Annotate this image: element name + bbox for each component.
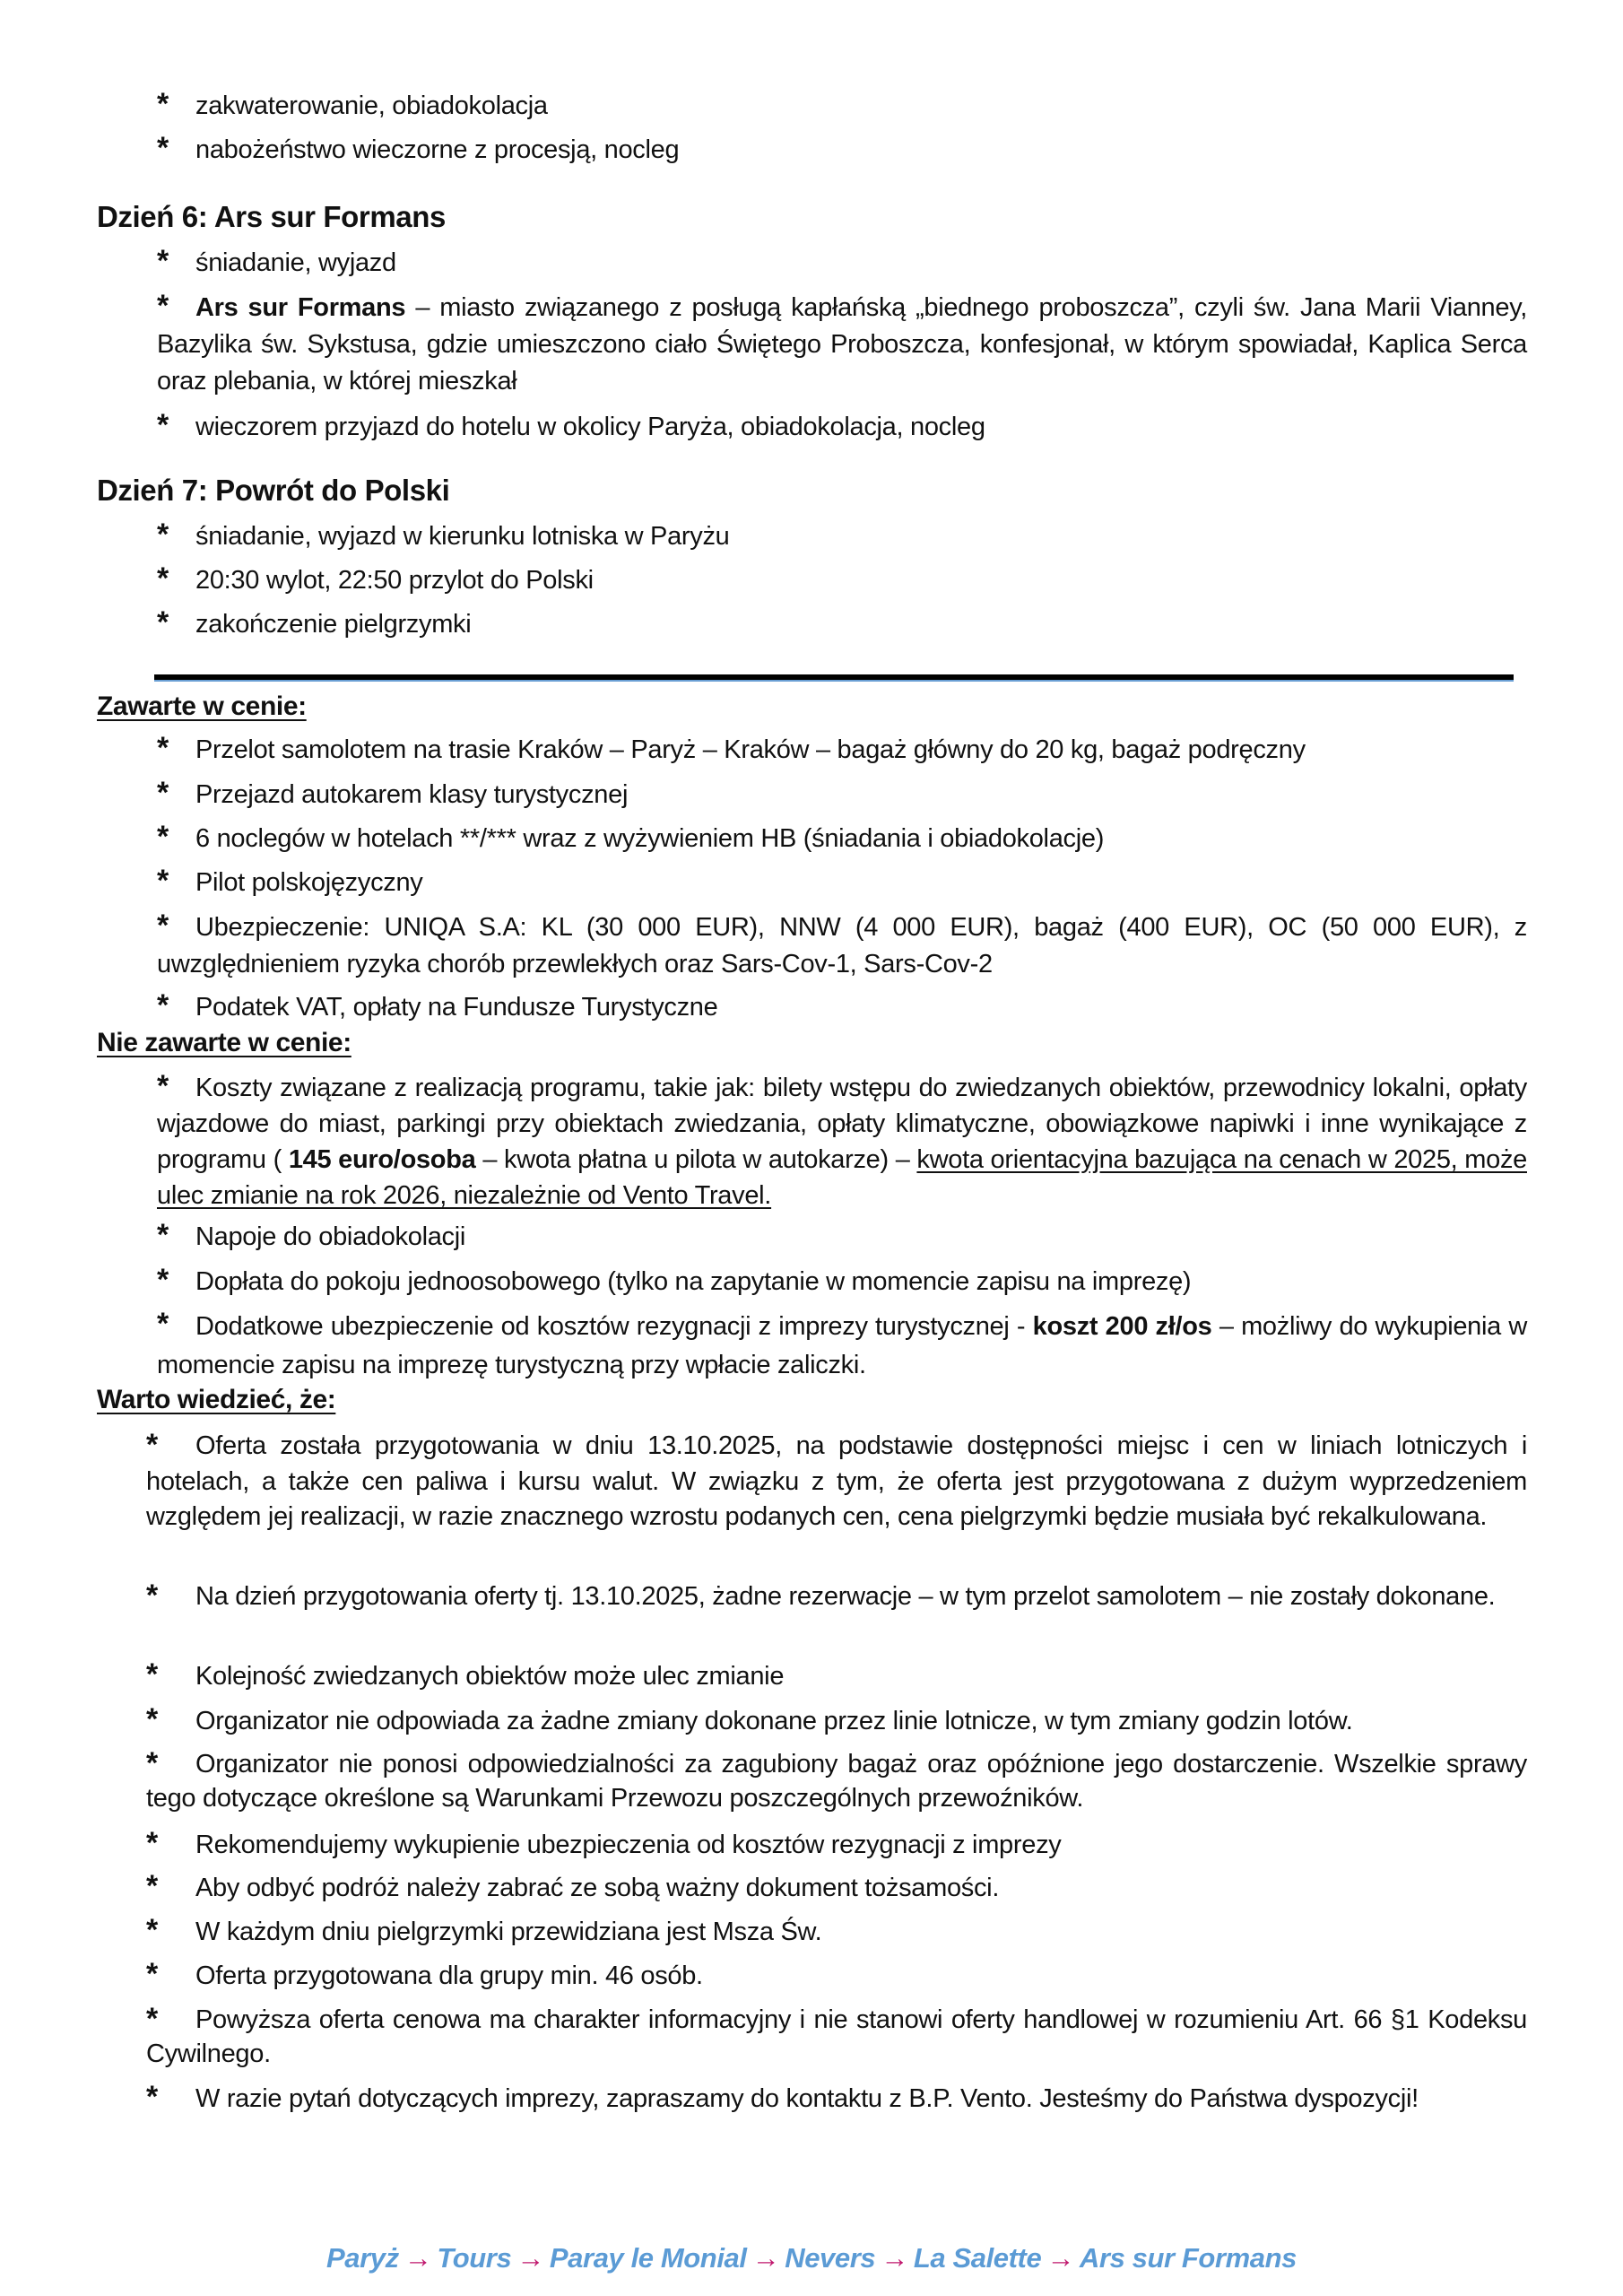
price-disclaimer: kwota orientacyjna bazująca na cenach w 2025, może ulec zmianie na rok 2026, niezależnie od Vento Travel. [157, 1145, 1527, 1210]
asterisk-bullet-icon: * [157, 289, 169, 323]
insurance-cost: koszt 200 zł/os [1032, 1312, 1212, 1341]
item-text: – możliwy do wykupienia w momencie zapisu na imprezę turystyczną przy wpłacie zaliczki. [157, 1312, 1527, 1379]
asterisk-bullet-icon: * [157, 1218, 169, 1252]
route-stop: Ars sur Formans [1079, 2242, 1297, 2274]
item-text: W razie pytań dotyczących imprezy, zapraszamy do kontaktu z B.P. Vento. Jesteśmy do Państwa dyspozycji! [195, 2084, 1419, 2113]
asterisk-bullet-icon: * [157, 517, 169, 552]
item-text: – kwota płatna u pilota w autokarze) – [475, 1145, 917, 1174]
asterisk-bullet-icon: * [157, 776, 169, 810]
item-text: śniadanie, wyjazd w kierunku lotniska w Paryżu [195, 522, 730, 551]
list-item [146, 1658, 1527, 1694]
item-text: 6 noclegów w hotelach **/*** wraz z wyżywieniem HB (śniadania i obiadokolacje) [195, 824, 1105, 853]
item-text: Przejazd autokarem klasy turystycznej [195, 780, 629, 809]
list-item [157, 865, 1527, 900]
asterisk-bullet-icon: * [146, 1869, 158, 1903]
asterisk-bullet-icon: * [157, 131, 169, 165]
item-text: wieczorem przyjazd do hotelu w okolicy Paryża, obiadokolacja, nocleg [195, 413, 985, 441]
item-text: Przelot samolotem na trasie Kraków – Paryż – Kraków – bagaż główny do 20 kg, bagaż podręczny [195, 735, 1306, 764]
item-text: Dopłata do pokoju jednoosobowego (tylko na zapytanie w momencie zapisu na imprezę) [195, 1267, 1192, 1296]
asterisk-bullet-icon: * [146, 1826, 158, 1860]
item-text: Oferta została przygotowania w dniu 13.10.2025, na podstawie dostępności miejsc i cen w liniach lotniczych i hotelach, a także cen paliwa i kursu walut. W związku z tym, że oferta jest przygotowana z dużym wyprzedzeniem względem jej realizacji, w razie znacznego wzrostu podanych cen, cena pielgrzymki będzie musiała być rekalkulowana. [146, 1431, 1527, 1531]
day6-heading: Dzień 6: Ars sur Formans [97, 200, 446, 233]
place-name: Ars sur Formans [195, 293, 406, 322]
asterisk-bullet-icon: * [157, 408, 169, 442]
route-stop: Paryż [325, 2242, 399, 2274]
route-stop: La Salette [913, 2242, 1042, 2274]
asterisk-bullet-icon: * [157, 988, 169, 1022]
list-item [146, 1958, 1527, 1994]
item-text: Rekomendujemy wykupienie ubezpieczenia od kosztów rezygnacji z imprezy [195, 1831, 1062, 1859]
item-text: nabożeństwo wieczorne z procesją, nocleg [195, 135, 680, 164]
asterisk-bullet-icon: * [157, 820, 169, 854]
item-text: Oferta przygotowana dla grupy min. 46 osób. [195, 1961, 703, 1990]
asterisk-bullet-icon: * [146, 1746, 158, 1780]
list-item [146, 1827, 1527, 1863]
item-text: zakwaterowanie, obiadokolacja [195, 91, 548, 120]
item-text: Kolejność zwiedzanych obiektów może ulec zmianie [195, 1662, 785, 1691]
route-stop: Nevers [785, 2242, 876, 2274]
list-item-insurance [157, 909, 1527, 983]
list-item [157, 777, 1527, 813]
asterisk-bullet-icon: * [157, 909, 169, 943]
asterisk-bullet-icon: * [146, 1657, 158, 1692]
asterisk-bullet-icon: * [146, 1913, 158, 1947]
item-text: Ubezpieczenie: UNIQA S.A: KL (30 000 EUR), NNW (4 000 EUR), bagaż (400 EUR), OC (50 000 EUR), z uwzględnieniem ryzyka chorób przewlekłych oraz Sars-Cov-1, Sars-Cov-2 [157, 913, 1527, 978]
list-item [157, 245, 1527, 281]
included-section-title: Zawarte w cenie: [97, 691, 307, 721]
item-text: Pilot polskojęzyczny [195, 868, 423, 897]
list-item [157, 821, 1527, 857]
list-item [146, 2003, 1527, 2071]
asterisk-bullet-icon: * [157, 731, 169, 765]
item-text: Podatek VAT, opłaty na Fundusze Turystyczne [195, 993, 718, 1022]
item-text: Organizator nie odpowiada za żadne zmiany dokonane przez linie lotnicze, w tym zmiany godzin lotów. [195, 1707, 1353, 1735]
list-item [157, 518, 1527, 554]
horizontal-rule-accent [154, 680, 1514, 682]
item-text: Aby odbyć podróż należy zabrać ze sobą ważny dokument tożsamości. [195, 1874, 1000, 1902]
asterisk-bullet-icon: * [146, 2080, 158, 2114]
asterisk-bullet-icon: * [146, 1702, 158, 1736]
list-item [157, 606, 1527, 642]
asterisk-bullet-icon: * [157, 1263, 169, 1297]
item-text: 20:30 wylot, 22:50 przylot do Polski [195, 566, 594, 595]
list-item [146, 1870, 1527, 1906]
item-text: – miasto związanego z posługą kapłańską „biednego proboszcza”, czyli św. Jana Marii Vianney, Bazylika św. Sykstusa, gdzie umieszczono ciało Świętego Proboszcza, konfesjonał, w którym spowiadał, Kaplica Serca oraz plebania, w której mieszkał [157, 293, 1528, 396]
list-item [146, 1703, 1527, 1739]
list-item [157, 132, 1527, 168]
list-item [157, 88, 1527, 124]
list-item [146, 1747, 1527, 1815]
list-item-cancellation-insurance [157, 1308, 1527, 1385]
list-item [146, 2081, 1527, 2117]
item-text: Organizator nie ponosi odpowiedzialności za zagubiony bagaż oraz opóźnione jego dostarczenie. Wszelkie sprawy tego dotyczące określone są Warunkami Przewozu poszczególnych przewoźników. [146, 1750, 1527, 1813]
price-per-person: 145 euro/osoba [288, 1145, 476, 1174]
asterisk-bullet-icon: * [157, 605, 169, 639]
asterisk-bullet-icon: * [157, 864, 169, 898]
asterisk-bullet-icon: * [146, 2002, 158, 2036]
asterisk-bullet-icon: * [157, 561, 169, 596]
asterisk-bullet-icon: * [157, 87, 169, 121]
good-to-know-section-title: Warto wiedzieć, że: [97, 1385, 336, 1414]
asterisk-bullet-icon: * [157, 1069, 169, 1103]
item-text: śniadanie, wyjazd [195, 248, 396, 277]
asterisk-bullet-icon: * [157, 244, 169, 278]
list-item [157, 1219, 1527, 1255]
asterisk-bullet-icon: * [146, 1428, 158, 1462]
item-text: zakończenie pielgrzymki [195, 610, 472, 639]
asterisk-bullet-icon: * [146, 1578, 158, 1613]
arrow-right-icon: → [1046, 2242, 1074, 2274]
list-item [157, 1264, 1527, 1300]
item-text: Powyższa oferta cenowa ma charakter informacyjny i nie stanowi oferty handlowej w rozumieniu Art. 66 §1 Kodeksu Cywilnego. [146, 2005, 1527, 2068]
list-item-ars [157, 290, 1527, 400]
item-text: Koszty związane z realizacją programu, takie jak: bilety wstępu do zwiedzanych obiektów, przewodnicy lokalni, opłaty wjazdowe do miast, parkingi przy obiektach zwiedzania, opłaty klimatyczne, obowiązkowe napiwki i inne wynikające z programu ( [157, 1074, 1527, 1174]
item-text: Na dzień przygotowania oferty tj. 13.10.2025, żadne rezerwacje – w tym przelot samolotem – nie zostały dokonane. [195, 1582, 1496, 1611]
arrow-right-icon: → [881, 2242, 908, 2274]
asterisk-bullet-icon: * [157, 1307, 169, 1341]
list-item-costs [157, 1070, 1527, 1213]
list-item [146, 1429, 1527, 1535]
item-text: W każdym dniu pielgrzymki przewidziana jest Msza Św. [195, 1918, 822, 1946]
list-item [157, 409, 1527, 445]
arrow-right-icon: → [516, 2242, 544, 2274]
not-included-section-title: Nie zawarte w cenie: [97, 1028, 352, 1057]
item-text: Napoje do obiadokolacji [195, 1222, 466, 1251]
route-stop: Paray le Monial [549, 2242, 747, 2274]
list-item [146, 1914, 1527, 1950]
list-item [157, 562, 1527, 598]
arrow-right-icon: → [404, 2242, 432, 2274]
item-text: Dodatkowe ubezpieczenie od kosztów rezygnacji z imprezy turystycznej - [195, 1312, 1033, 1341]
day7-heading: Dzień 7: Powrót do Polski [97, 474, 450, 507]
arrow-right-icon: → [751, 2242, 780, 2274]
route-stop: Tours [437, 2242, 512, 2274]
list-item [157, 989, 1527, 1025]
list-item [146, 1579, 1527, 1614]
route-footer [0, 2242, 1623, 2274]
asterisk-bullet-icon: * [146, 1957, 158, 1991]
list-item [157, 732, 1527, 768]
